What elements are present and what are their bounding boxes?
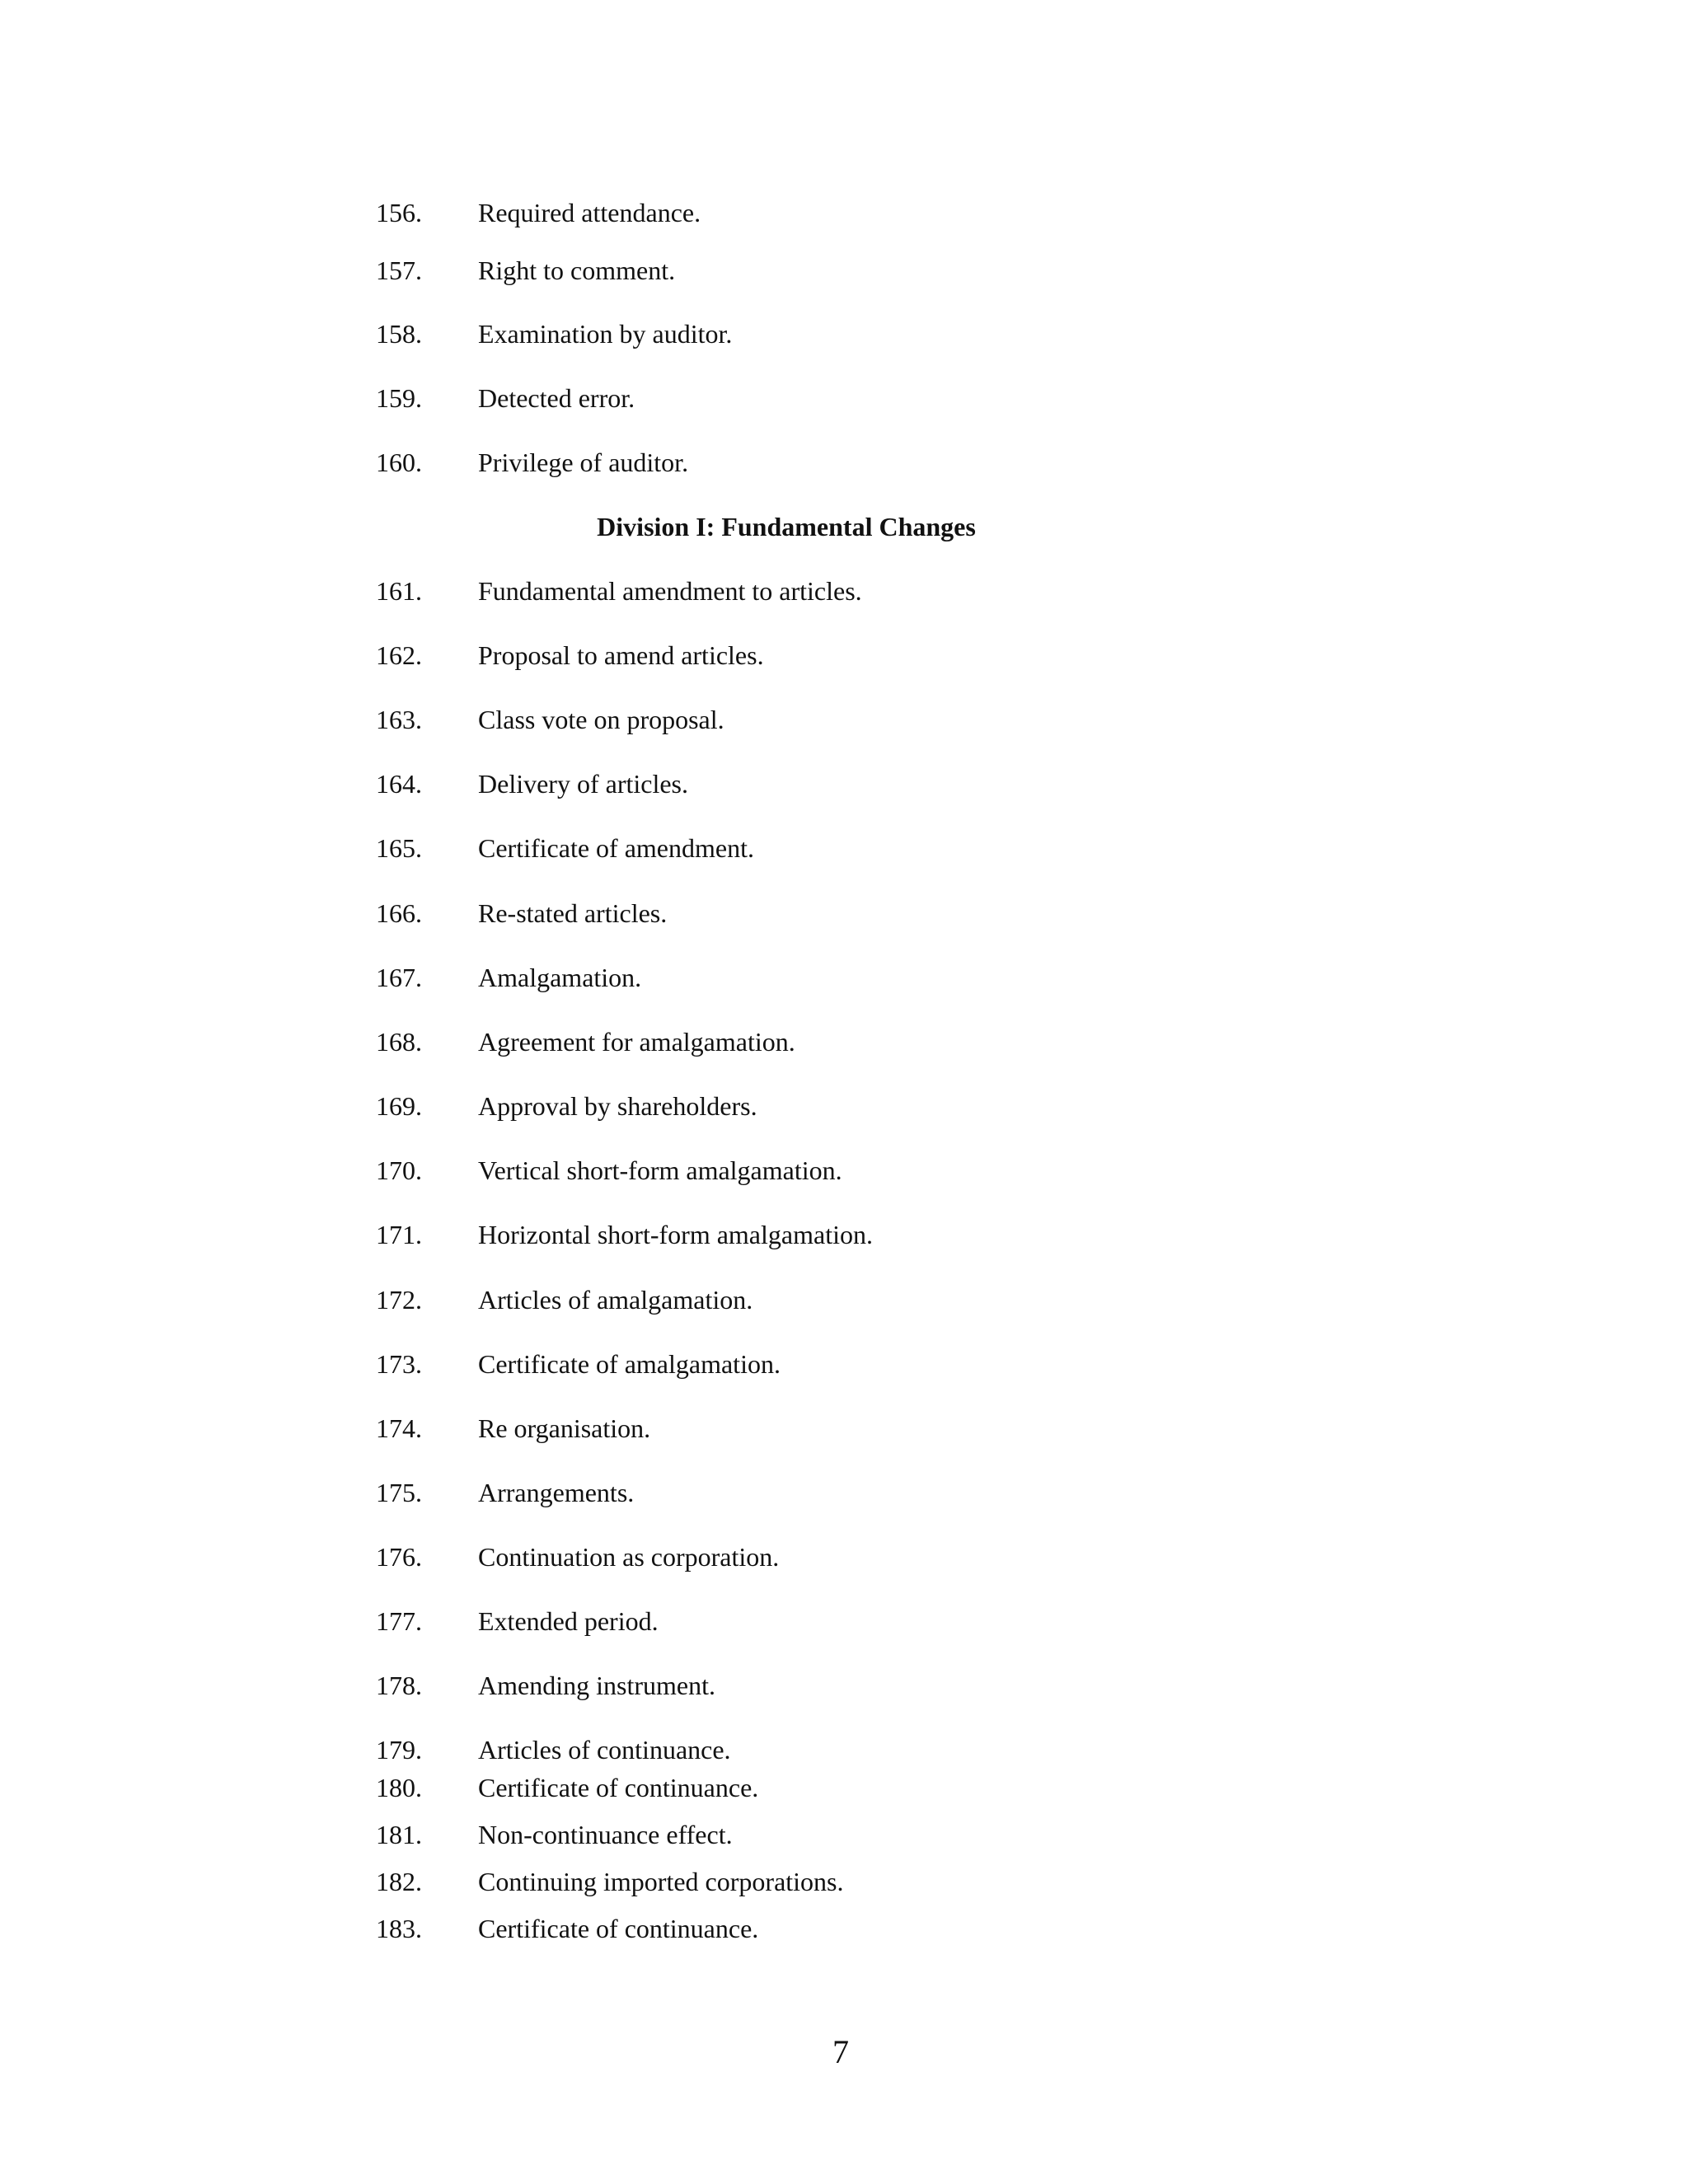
section-number: 180. bbox=[376, 1773, 422, 1802]
section-number: 164. bbox=[376, 769, 422, 799]
toc-entry bbox=[0, 1473, 1688, 1512]
toc-entry bbox=[0, 314, 1688, 354]
section-number: 171. bbox=[376, 1220, 422, 1249]
section-title: Vertical short-form amalgamation. bbox=[478, 1155, 842, 1185]
toc-entry bbox=[0, 635, 1688, 675]
section-title: Continuing imported corporations. bbox=[478, 1867, 844, 1896]
section-number: 177. bbox=[376, 1606, 422, 1636]
toc-entry bbox=[0, 958, 1688, 997]
toc-entry bbox=[0, 1601, 1688, 1641]
section-title: Class vote on proposal. bbox=[478, 705, 724, 734]
toc-entry bbox=[0, 1344, 1688, 1384]
toc-entry bbox=[0, 251, 1688, 290]
toc-entry bbox=[0, 1815, 1688, 1854]
section-title: Re-stated articles. bbox=[478, 898, 668, 928]
section-title: Certificate of amendment. bbox=[478, 833, 754, 863]
section-title: Continuation as corporation. bbox=[478, 1542, 780, 1572]
section-title: Agreement for amalgamation. bbox=[478, 1027, 795, 1057]
toc-entry bbox=[0, 1408, 1688, 1448]
section-title: Articles of amalgamation. bbox=[478, 1285, 753, 1315]
page-number: 7 bbox=[832, 2033, 849, 2070]
section-number: 161. bbox=[376, 576, 422, 606]
toc-entry bbox=[0, 1862, 1688, 1901]
section-number: 160. bbox=[376, 448, 422, 477]
toc-entry bbox=[0, 1151, 1688, 1190]
section-title: Amending instrument. bbox=[478, 1671, 715, 1700]
toc-entry bbox=[0, 1215, 1688, 1254]
section-title: Privilege of auditor. bbox=[478, 448, 689, 477]
toc-entry bbox=[0, 1730, 1688, 1769]
section-title: Detected error. bbox=[478, 383, 635, 413]
section-number: 170. bbox=[376, 1155, 422, 1185]
toc-entry bbox=[0, 378, 1688, 418]
section-number: 158. bbox=[376, 319, 422, 349]
section-number: 163. bbox=[376, 705, 422, 734]
section-title: Certificate of amalgamation. bbox=[478, 1349, 781, 1379]
toc-entry bbox=[0, 828, 1688, 868]
section-title: Re organisation. bbox=[478, 1413, 651, 1443]
toc-entry bbox=[0, 1086, 1688, 1126]
toc-entry bbox=[0, 1280, 1688, 1319]
section-title: Right to comment. bbox=[478, 255, 676, 285]
section-title: Horizontal short-form amalgamation. bbox=[478, 1220, 873, 1249]
section-title: Non-continuance effect. bbox=[478, 1820, 733, 1849]
section-title: Certificate of continuance. bbox=[478, 1773, 759, 1802]
section-number: 157. bbox=[376, 255, 422, 285]
section-title: Amalgamation. bbox=[478, 963, 642, 992]
section-number: 169. bbox=[376, 1091, 422, 1121]
toc-entry bbox=[0, 1022, 1688, 1062]
section-number: 173. bbox=[376, 1349, 422, 1379]
section-title: Arrangements. bbox=[478, 1478, 635, 1507]
toc-entry bbox=[0, 193, 1688, 232]
section-number: 167. bbox=[376, 963, 422, 992]
toc-entry bbox=[0, 443, 1688, 482]
section-number: 178. bbox=[376, 1671, 422, 1700]
section-title: Delivery of articles. bbox=[478, 769, 688, 799]
section-number: 159. bbox=[376, 383, 422, 413]
section-number: 183. bbox=[376, 1914, 422, 1943]
section-number: 165. bbox=[376, 833, 422, 863]
toc-entry bbox=[0, 571, 1688, 611]
section-number: 168. bbox=[376, 1027, 422, 1057]
section-number: 175. bbox=[376, 1478, 422, 1507]
section-title: Extended period. bbox=[478, 1606, 659, 1636]
toc-entry bbox=[0, 700, 1688, 739]
division-heading: Division I: Fundamental Changes bbox=[597, 512, 976, 541]
section-title: Examination by auditor. bbox=[478, 319, 733, 349]
toc-entry bbox=[0, 1768, 1688, 1807]
toc-entry bbox=[0, 1666, 1688, 1705]
section-number: 166. bbox=[376, 898, 422, 928]
section-number: 179. bbox=[376, 1735, 422, 1765]
section-number: 181. bbox=[376, 1820, 422, 1849]
toc-entry bbox=[0, 1909, 1688, 1948]
section-title: Articles of continuance. bbox=[478, 1735, 731, 1765]
section-title: Approval by shareholders. bbox=[478, 1091, 757, 1121]
toc-entry bbox=[0, 764, 1688, 804]
section-title: Fundamental amendment to articles. bbox=[478, 576, 862, 606]
section-number: 182. bbox=[376, 1867, 422, 1896]
section-number: 172. bbox=[376, 1285, 422, 1315]
section-number: 162. bbox=[376, 640, 422, 670]
section-title: Certificate of continuance. bbox=[478, 1914, 759, 1943]
section-title: Proposal to amend articles. bbox=[478, 640, 764, 670]
section-number: 176. bbox=[376, 1542, 422, 1572]
toc-entry bbox=[0, 893, 1688, 933]
section-title: Required attendance. bbox=[478, 198, 701, 227]
section-number: 174. bbox=[376, 1413, 422, 1443]
toc-entry bbox=[0, 1537, 1688, 1577]
section-number: 156. bbox=[376, 198, 422, 227]
